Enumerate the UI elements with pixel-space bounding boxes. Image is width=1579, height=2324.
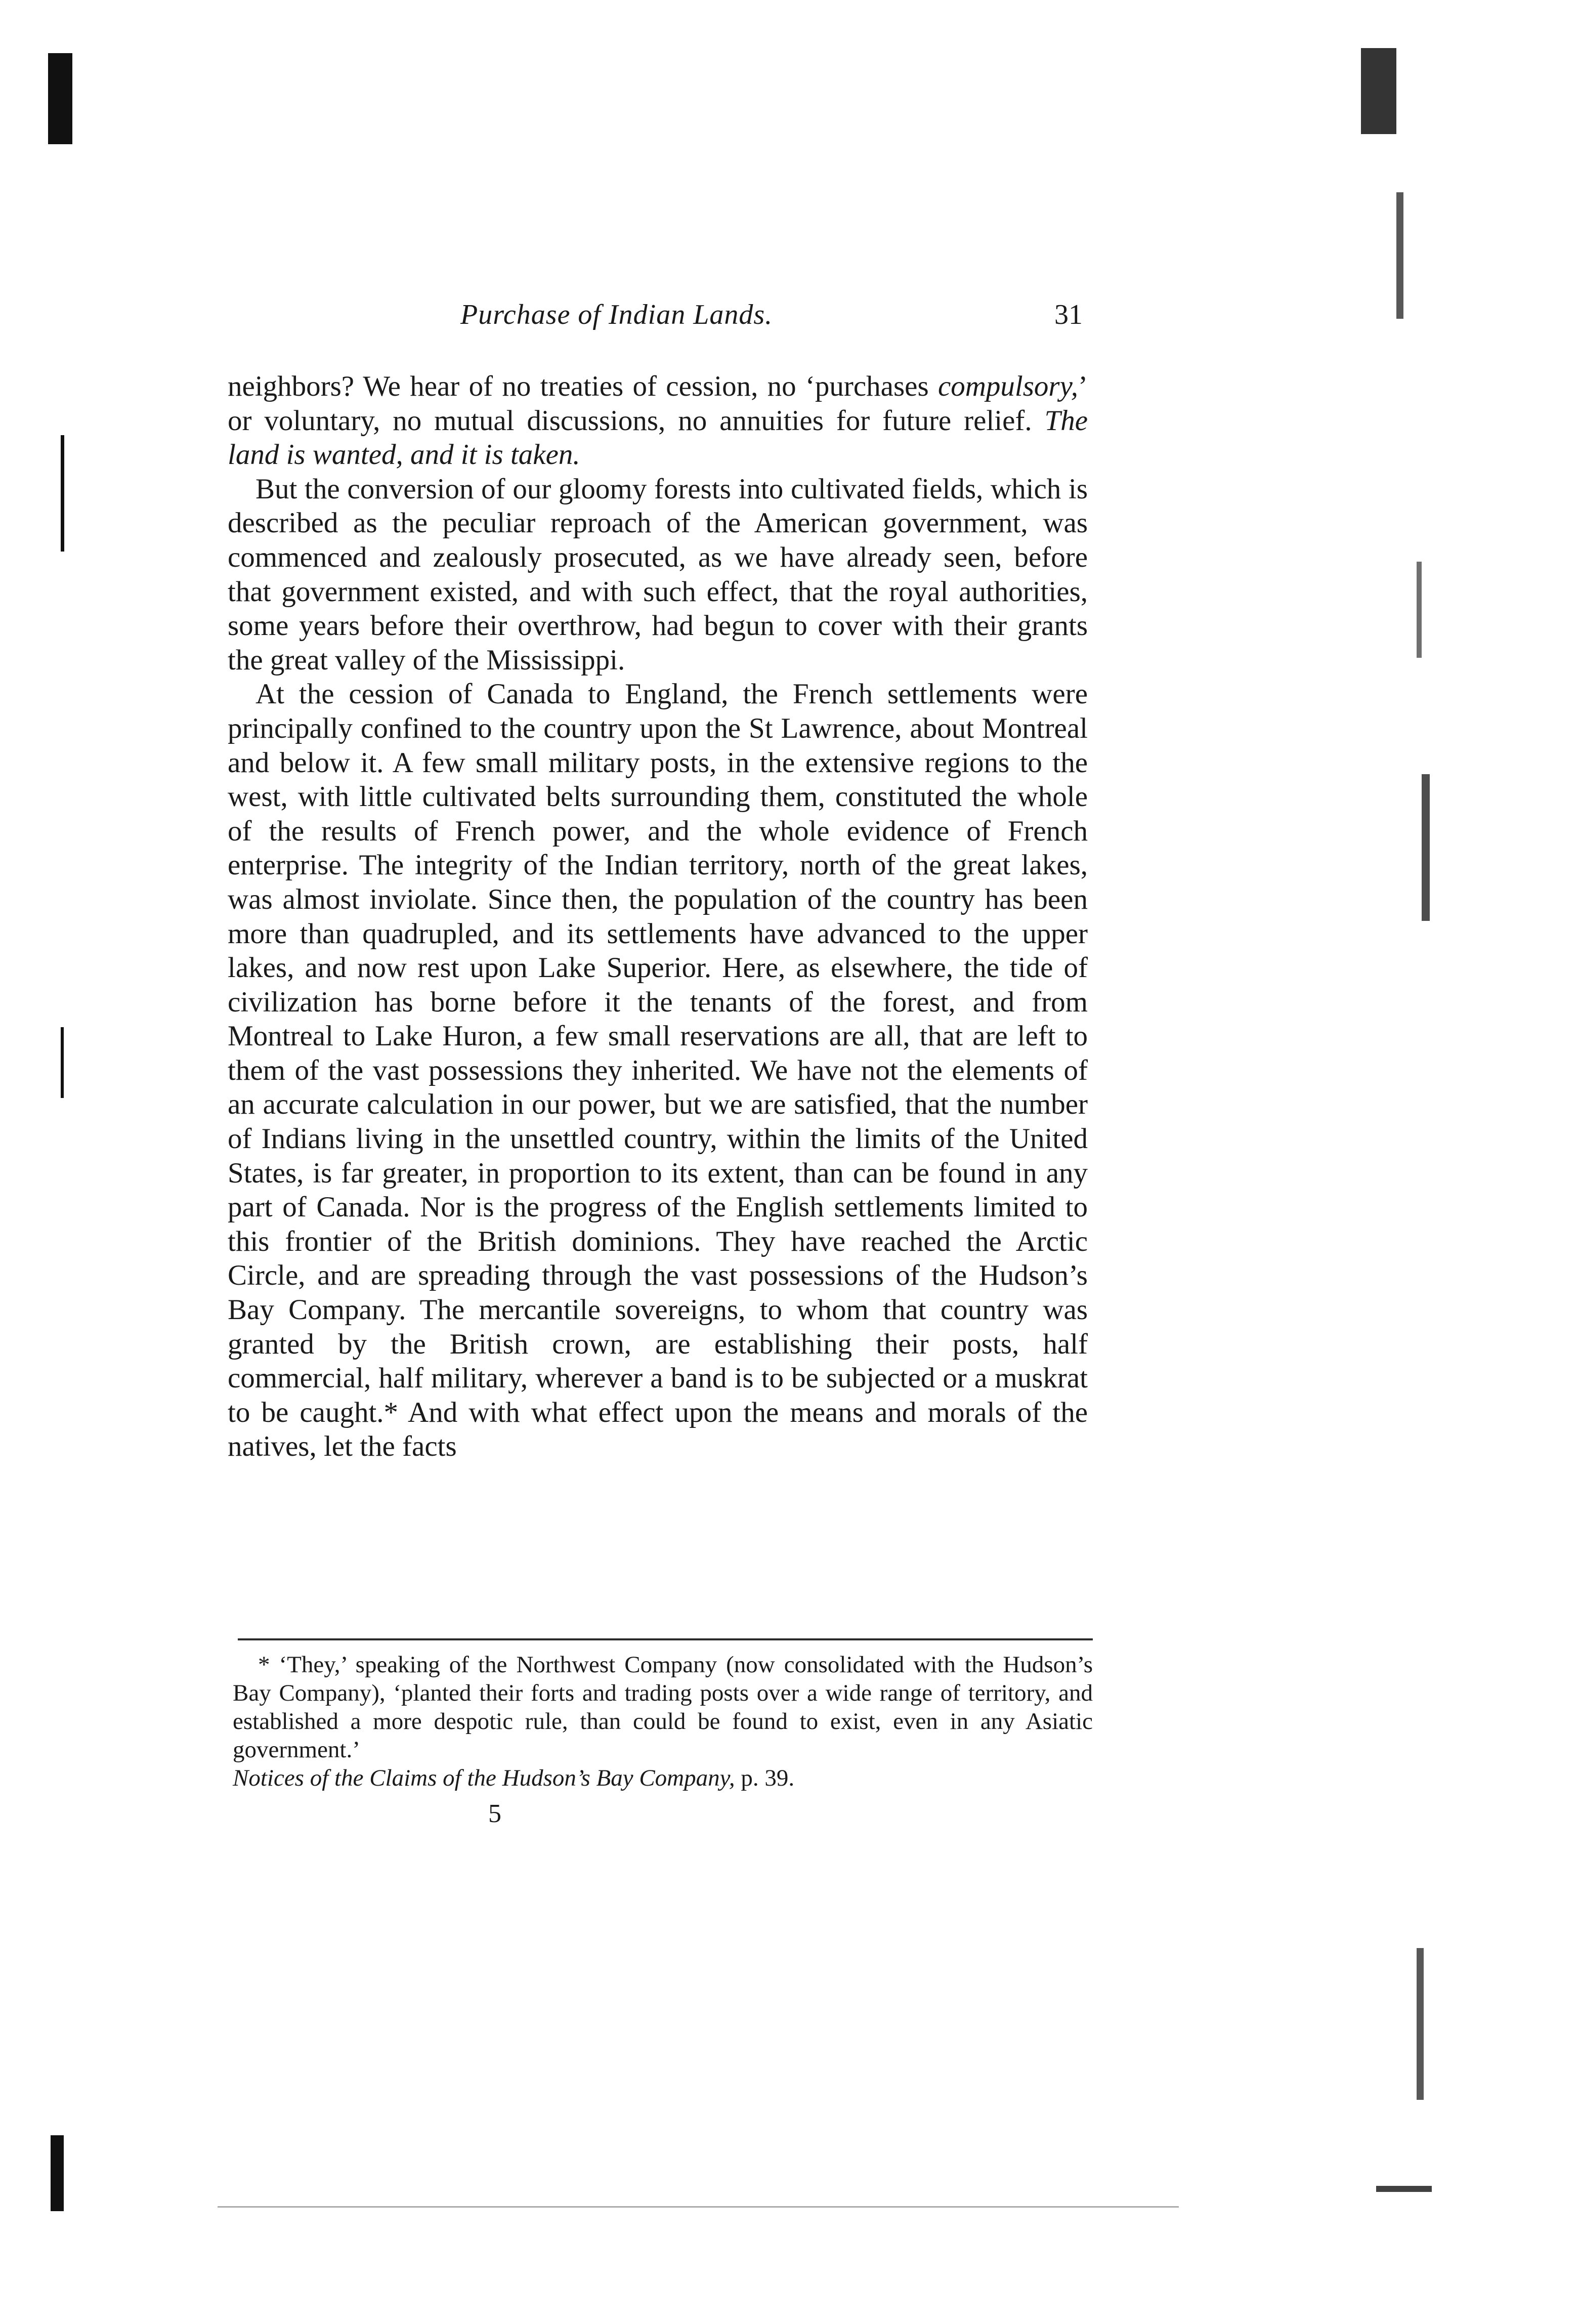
scan-bottom-dashes: [218, 2206, 1179, 2208]
footnote-citation-title: Notices of the Claims of the Hudson’s Bay Company,: [233, 1765, 735, 1791]
paragraph-2: But the conversion of our gloomy forests into cultivated fields, which is described as the peculiar reproach of the American government, was commenced and zealously prosecuted, as we have already seen, before that government existed, and with such effect, that the royal authorities, some years before their overthrow, had begun to cover with their grants the great valley of the Mississippi.: [228, 473, 1088, 676]
scan-edge-mark-right-bottom: [1417, 1948, 1424, 2100]
scan-edge-mark-right-a: [1396, 192, 1403, 319]
scan-edge-mark-left-top: [48, 53, 72, 144]
footnote-rule: [238, 1638, 1093, 1640]
page-number: 31: [1054, 299, 1083, 330]
paragraph-1-italic-compulsory: compulsory,: [937, 370, 1079, 402]
scan-edge-mark-right-top: [1361, 48, 1396, 134]
scan-edge-mark-right-c: [1422, 774, 1430, 921]
paragraph-3: At the cession of Canada to England, the French settlements were principally confined to the country upon the St Lawrence, about Montreal and below it. A few small military posts, in the extensive regions to the west, with little cultivated belts surrounding them, constituted the whole of the results of French power, and the whole evidence of French enterprise. The integrity of the Indian territory, north of the great lakes, was almost inviolate. Since then, the population of the country has been more than quadrupled, and its settlements have advanced to the upper lakes, and now rest upon Lake Superior. Here, as elsewhere, the tide of civilization has borne before it the tenants of the forest, and from Montreal to Lake Huron, a few small reservations are all, that are left to them of the vast possessions they inherited. We have not the elements of an accurate calculation in our power, but we are satisfied, that the number of Indians living in the unsettled country, within the limits of the United States, is far greater, in proportion to its extent, than can be found in any part of Canada. Nor is the progress of the English settlements limited to this frontier of the British dominions. They have reached the Arctic Circle, and are spreading through the vast possessions of the Hudson’s Bay Company. The mercantile sovereigns, to whom that country was granted by the British crown, are establishing their posts, half commercial, half military, wherever a band is to be subjected or a muskrat to be caught.* And with what effect upon the means and morals of the natives, let the facts: [228, 678, 1088, 1463]
running-title: Purchase of Indian Lands.: [460, 299, 773, 330]
footnote-citation: [233, 1764, 1093, 1792]
paragraph-1: [228, 369, 1088, 472]
running-header: [218, 299, 1098, 339]
paragraph-1-text-a: neighbors? We hear of no treaties of cession, no ‘purchases: [228, 370, 938, 402]
footnote-citation-page: p. 39.: [735, 1765, 795, 1791]
scan-edge-mark-right-foot: [1376, 2186, 1432, 2192]
body-text: [228, 369, 1088, 1464]
paragraph-1-text-c: ’ or voluntary, no mutual discussions, no annuities for future relief.: [228, 370, 1088, 437]
paragraph-1-italic-land-taken: The land is wanted, and it is taken.: [228, 404, 1088, 471]
scan-edge-mark-left-bottom: [51, 2135, 64, 2211]
signature-mark: 5: [488, 1799, 501, 1828]
footnote: [233, 1651, 1093, 1792]
scan-edge-mark-left-low: [61, 1027, 64, 1098]
footnote-quote: * ‘They,’ speaking of the Northwest Company (now consolidated with the Hudson’s Bay Company), ‘planted their forts and trading posts over a wide range of territory, and established a more despotic rule, than could be found to exist, even in any Asiatic government.’: [233, 1652, 1093, 1763]
scan-edge-mark-left-mid: [61, 435, 64, 552]
scan-edge-mark-right-b: [1417, 562, 1422, 658]
